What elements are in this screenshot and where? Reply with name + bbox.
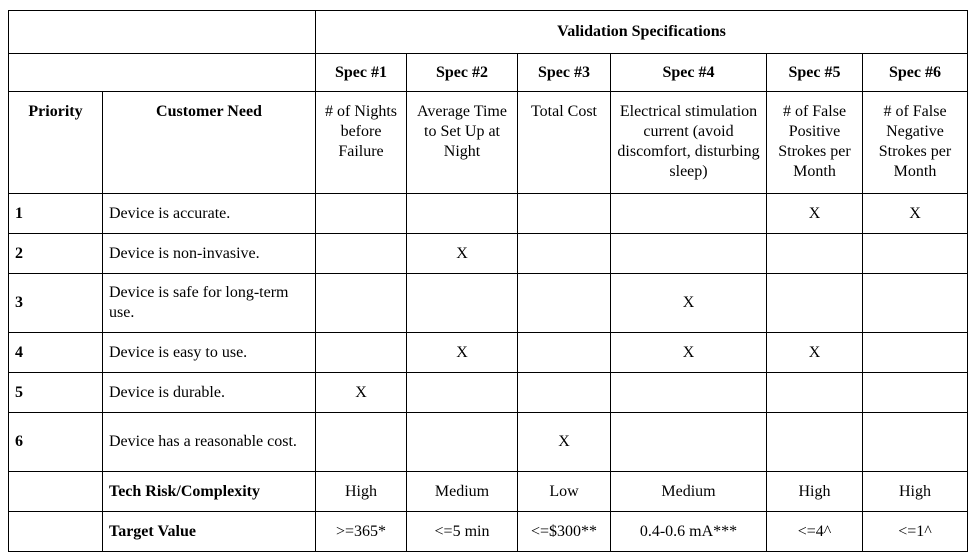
tech-risk-label: Tech Risk/Complexity	[103, 472, 316, 512]
mark-cell	[316, 274, 407, 333]
mark-cell	[518, 274, 611, 333]
target-value-row	[9, 512, 968, 552]
mark-cell: X	[767, 333, 863, 373]
target-value: <=4^	[767, 512, 863, 552]
target-value: <=1^	[863, 512, 968, 552]
column-header-row	[9, 92, 968, 194]
table-row	[9, 333, 968, 373]
mark-cell	[863, 373, 968, 413]
mark-cell	[767, 234, 863, 274]
spec-description: Average Time to Set Up at Night	[407, 92, 518, 194]
spec-header-row	[9, 54, 968, 92]
mark-cell	[863, 413, 968, 472]
spec-description: Total Cost	[518, 92, 611, 194]
customer-need-header: Customer Need	[103, 92, 316, 194]
blank-header-cell	[9, 54, 316, 92]
mark-cell: X	[767, 194, 863, 234]
customer-need-cell: Device is safe for long-term use.	[103, 274, 316, 333]
mark-cell	[316, 333, 407, 373]
priority-cell: 6	[9, 413, 103, 472]
table-row	[9, 413, 968, 472]
mark-cell	[316, 234, 407, 274]
spec-header: Spec #5	[767, 54, 863, 92]
mark-cell	[611, 234, 767, 274]
table-row	[9, 274, 968, 333]
spec-description: # of False Negative Strokes per Month	[863, 92, 968, 194]
target-value-label: Target Value	[103, 512, 316, 552]
spec-description: # of Nights before Failure	[316, 92, 407, 194]
priority-cell: 3	[9, 274, 103, 333]
blank-cell	[9, 512, 103, 552]
target-value: >=365*	[316, 512, 407, 552]
mark-cell	[407, 274, 518, 333]
mark-cell: X	[611, 333, 767, 373]
mark-cell: X	[407, 234, 518, 274]
mark-cell: X	[407, 333, 518, 373]
group-header-row	[9, 11, 968, 54]
mark-cell	[767, 413, 863, 472]
mark-cell	[863, 333, 968, 373]
tech-risk-value: High	[316, 472, 407, 512]
blank-header-cell	[9, 11, 316, 54]
spec-description: Electrical stimulation current (avoid discomfort, disturbing sleep)	[611, 92, 767, 194]
tech-risk-row	[9, 472, 968, 512]
customer-need-cell: Device is accurate.	[103, 194, 316, 234]
mark-cell: X	[518, 413, 611, 472]
tech-risk-value: Medium	[611, 472, 767, 512]
mark-cell: X	[611, 274, 767, 333]
customer-need-cell: Device has a reasonable cost.	[103, 413, 316, 472]
customer-need-cell: Device is durable.	[103, 373, 316, 413]
priority-cell: 1	[9, 194, 103, 234]
mark-cell	[518, 234, 611, 274]
tech-risk-value: High	[863, 472, 968, 512]
spec-header: Spec #1	[316, 54, 407, 92]
mark-cell	[518, 194, 611, 234]
priority-header: Priority	[9, 92, 103, 194]
spec-header: Spec #3	[518, 54, 611, 92]
mark-cell	[863, 234, 968, 274]
customer-need-cell: Device is easy to use.	[103, 333, 316, 373]
table-row	[9, 234, 968, 274]
table-row	[9, 373, 968, 413]
spec-header: Spec #6	[863, 54, 968, 92]
spec-header: Spec #2	[407, 54, 518, 92]
priority-cell: 2	[9, 234, 103, 274]
mark-cell	[518, 373, 611, 413]
mark-cell: X	[316, 373, 407, 413]
mark-cell	[518, 333, 611, 373]
table-row	[9, 194, 968, 234]
validation-spec-header: Validation Specifications	[316, 11, 968, 54]
target-value: <=5 min	[407, 512, 518, 552]
tech-risk-value: High	[767, 472, 863, 512]
spec-header: Spec #4	[611, 54, 767, 92]
tech-risk-value: Medium	[407, 472, 518, 512]
spec-description: # of False Positive Strokes per Month	[767, 92, 863, 194]
mark-cell	[407, 413, 518, 472]
mark-cell	[611, 194, 767, 234]
mark-cell	[316, 413, 407, 472]
mark-cell	[767, 373, 863, 413]
mark-cell	[407, 194, 518, 234]
mark-cell	[316, 194, 407, 234]
mark-cell	[611, 413, 767, 472]
target-value: 0.4-0.6 mA***	[611, 512, 767, 552]
customer-need-cell: Device is non-invasive.	[103, 234, 316, 274]
mark-cell	[863, 274, 968, 333]
tech-risk-value: Low	[518, 472, 611, 512]
target-value: <=$300**	[518, 512, 611, 552]
mark-cell	[767, 274, 863, 333]
blank-cell	[9, 472, 103, 512]
priority-cell: 4	[9, 333, 103, 373]
validation-spec-table	[8, 10, 968, 552]
mark-cell: X	[863, 194, 968, 234]
mark-cell	[407, 373, 518, 413]
mark-cell	[611, 373, 767, 413]
priority-cell: 5	[9, 373, 103, 413]
